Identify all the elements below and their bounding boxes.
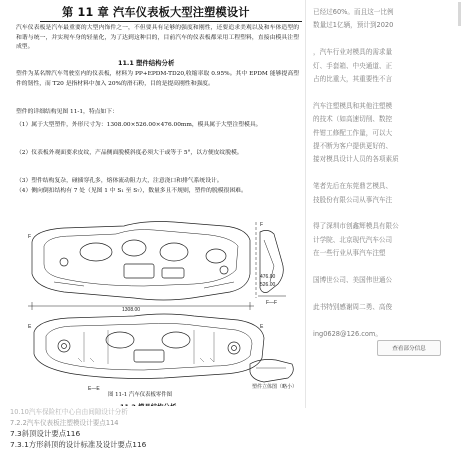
toc-link[interactable]: 7.2.2汽车仪表板注塑模设计要点114: [10, 419, 119, 427]
toc-link[interactable]: 10.10汽车保险杠中心自由间隙设计分析: [10, 408, 128, 416]
sidebar-text-line: 笔者先后在东莞鼎艺模具、: [313, 182, 393, 191]
toc-link[interactable]: 7.3.1方形斜顶的设计标准及设计要点116: [10, 440, 147, 449]
scrollbar-thumb[interactable]: [458, 2, 461, 26]
sidebar-text-line: 件钳工修配工作量，可以大: [313, 128, 393, 137]
view-partial-info-button[interactable]: 查看部分信息: [377, 340, 441, 356]
sidebar-text-line: 得了深圳市创鑫辉模具有限公: [313, 222, 399, 231]
label-f-right: F: [260, 222, 264, 228]
label-ee: E—E: [88, 386, 100, 392]
inset-label: 塑件立体图（略小）: [252, 384, 298, 390]
section-heading-structure: 11.1 塑件结构分析: [118, 59, 175, 67]
sidebar-text-line: 技股份有限公司从事汽车注: [313, 195, 393, 204]
sidebar-text-line: 已经过60%。而且这一比例: [313, 8, 394, 16]
dim-side-1: 476.00: [260, 274, 276, 280]
feature-item-2: （2）仪表板外观面要求皮纹，产品侧面脱模斜度必须大于或等于 5°，以方便皮纹脱模。: [16, 150, 243, 156]
structure-paragraph: 塑件为某名牌汽车驾驶室内的仪表板，材料为 PP+EPDM-TD20,收缩率取 0.95%。其中 EPDM 能够提高塑件的韧性，而 T20 是指材料中加入 20%的滑石粉，目的是提高刚性和强度。: [16, 71, 299, 87]
intro-paragraph: 汽车仪表板是汽车最重要的大型内饰件之一，不但要具有足够的强度和刚性，还要追求美观以及和车体造型的和谐与统一，并实现车身的轻量化，为了达到这种目的，目前汽车的仪表板都采用工程塑料，直接由模具注塑成型。: [16, 25, 299, 51]
label-f-top: F: [28, 234, 32, 240]
label-ff: F—F: [266, 300, 278, 306]
sidebar-text-line: ing0628@126.com。: [313, 329, 382, 338]
table-of-contents: [0, 406, 300, 450]
chapter-title-rule: [40, 21, 302, 22]
dim-width: 1308.00: [122, 307, 141, 313]
features-intro: 塑件的详细结构见图 11-1，特点如下：: [16, 109, 118, 115]
sidebar-text-line: ，汽车行业对模具的需求量: [313, 48, 393, 57]
sidebar-text-line: 计学院、北京现代汽车公司: [313, 235, 393, 244]
figure-caption: 图 11-1 汽车仪表板零件图: [108, 392, 173, 398]
feature-item-4: （4）侧向倒扣结构有 7 处（见图 1 中 S₁ 至 S₇），数量多且不规则，塑件的脱模很困难。: [16, 188, 247, 194]
preview-sidebar: [309, 0, 457, 450]
label-e-right: E: [260, 324, 264, 330]
dashboard-engineering-drawing: [24, 212, 299, 400]
sidebar-text-line: 接对模具设计人员的各项素质: [313, 155, 399, 164]
toc-link[interactable]: 7.3斜顶设计要点116: [10, 429, 81, 438]
sidebar-text-line: 提不断为客户提供更好的、: [313, 142, 393, 150]
sidebar-text-line: 数量过1亿辆，预计到2020: [313, 21, 394, 30]
sidebar-text-line: 占的比重大，其重要性不言: [313, 75, 393, 83]
feature-item-1: （1）属于大型塑件，外形尺寸为：1308.00×526.00×476.00mm，模具属于大型注塑模具。: [16, 122, 262, 128]
sidebar-text-line: 此书特别感谢周二勇、高俊: [313, 302, 393, 311]
sidebar-text-line: 灯、手套箱、中央通道、正: [313, 61, 393, 70]
sidebar-text-line: 的技术（如高速切削、数控: [313, 115, 393, 124]
sidebar-text-line: 在一些行业从事汽车注塑: [313, 249, 386, 258]
sidebar-text-line: 国博世公司、美国伟世通公: [313, 276, 393, 284]
feature-item-3: （3）塑件结构复杂，碰插穿孔多，熔体流动阻力大，注意浇口和排气系统设计。: [16, 178, 223, 184]
label-e-left: E: [28, 324, 32, 330]
dim-side-2: 526.00: [260, 282, 276, 288]
sidebar-text-line: 汽车注塑模具和其他注塑模: [313, 101, 393, 110]
chapter-title: 第 11 章 汽车仪表板大型注塑模设计: [62, 6, 250, 19]
